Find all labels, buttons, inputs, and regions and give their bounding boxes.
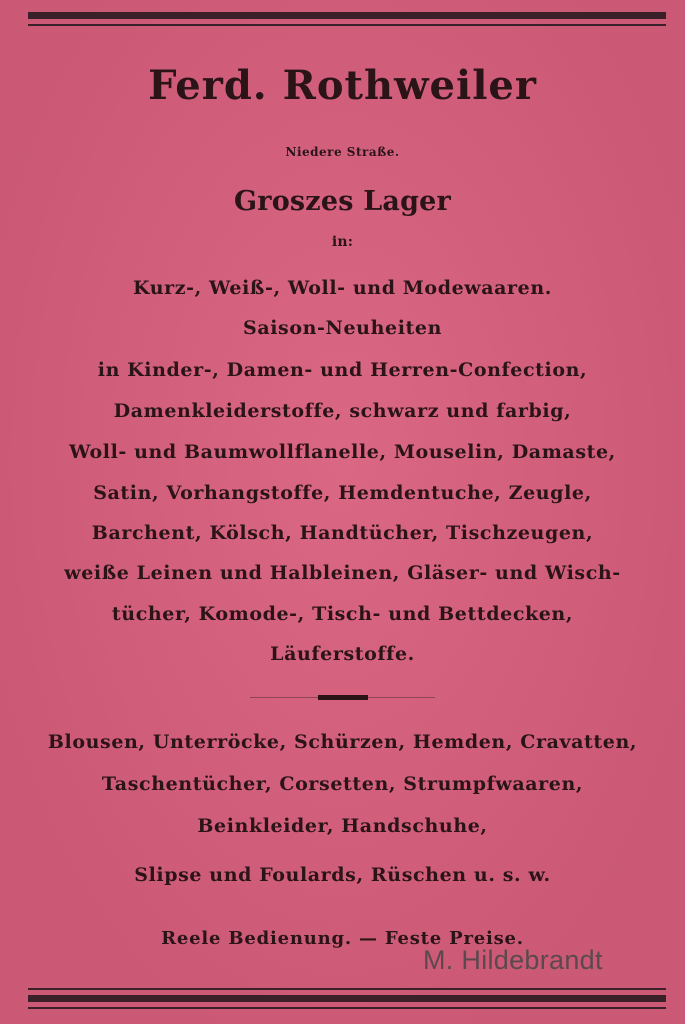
merchant-name: Ferd. Rothweiler [148,62,537,109]
goods-line: Woll- und Baumwollflanelle, Mouselin, Damaste, [69,441,616,463]
apparel-line: Taschentücher, Corsetten, Strumpfwaaren, [101,773,584,795]
goods-line: Damenkleiderstoffe, schwarz und farbig, [113,400,572,422]
goods-line: Satin, Vorhangstoffe, Hemdentuche, Zeugle, [93,482,592,504]
goods-line: weiße Leinen und Halbleinen, Gläser- und Wisch- [64,562,621,584]
apparel-line: Blousen, Unterröcke, Schürzen, Hemden, Cravatten, [47,731,638,753]
bottom-border-rule [28,988,666,1009]
goods-line: tücher, Komode-, Tisch- und Bettdecken, [111,603,574,625]
heading-in: in: [331,234,354,250]
street-address: Niedere Straße. [285,145,400,159]
goods-line: Saison-Neuheiten [243,317,442,339]
heading-large-stock: Groszes Lager [234,186,451,217]
apparel-line: Slipse und Foulards, Rüschen u. s. w. [134,864,551,886]
goods-line: Barchent, Kölsch, Handtücher, Tischzeugen, [91,522,594,544]
goods-line: in Kinder-, Damen- und Herren-Confection, [97,359,588,381]
top-border-rule [28,12,666,26]
goods-line: Kurz-, Weiß-, Woll- und Modewaaren. [133,277,552,299]
goods-line: Läuferstoffe. [270,643,415,665]
section-divider-mark [318,695,368,700]
footer-slogan: Reele Bedienung. — Feste Preise. [161,928,524,949]
apparel-line: Beinkleider, Handschuhe, [197,815,488,837]
watermark-text: M. Hildebrandt [423,945,603,975]
